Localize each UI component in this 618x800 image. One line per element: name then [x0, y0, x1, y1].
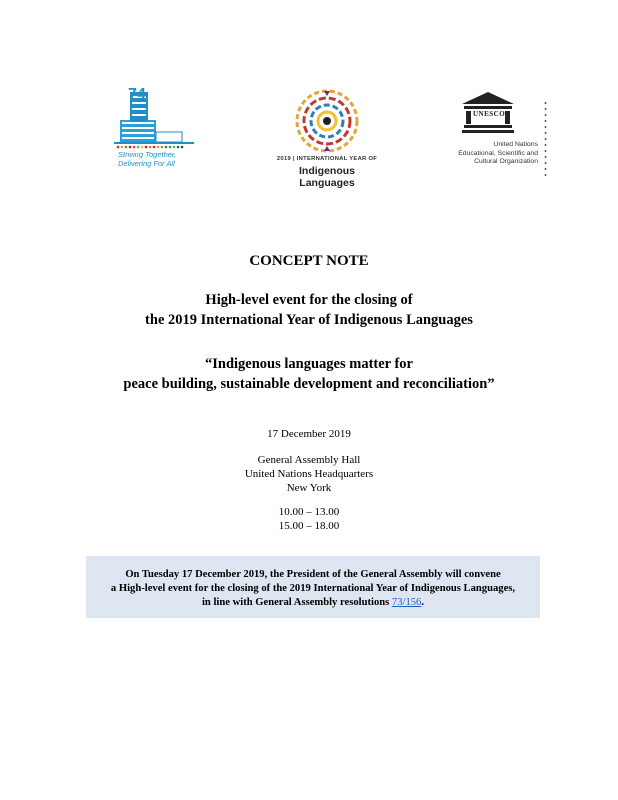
- un74-number: 74: [128, 86, 146, 103]
- event-date: 17 December 2019: [267, 428, 351, 440]
- unesco-org-line-1: United Nations: [493, 141, 538, 148]
- event-title: [0, 290, 618, 330]
- summary-line-3-prefix: in line with General Assembly resolutions: [201, 597, 392, 608]
- venue-city: New York: [286, 482, 332, 494]
- afternoon-session-time: 15.00 – 18.00: [278, 520, 340, 532]
- summary-line-2: a High-level event for the closing of the 2019 International Year of Indigenous Languages,: [110, 583, 516, 594]
- iyil-title: Indigenous Languages: [299, 165, 355, 189]
- unesco-org-line-2: Educational, Scientific and: [458, 149, 538, 157]
- unesco-logo: [448, 86, 558, 186]
- iyil-year-label: 2019 | INTERNATIONAL YEAR OF: [276, 156, 378, 162]
- summary-text: [86, 568, 540, 610]
- resolution-link[interactable]: 73/156: [391, 597, 422, 608]
- unesco-dotted-divider: [544, 100, 547, 180]
- event-times: [0, 505, 618, 533]
- un74-tagline-line-1: Striving Together,: [118, 150, 177, 159]
- un74-tagline: [118, 150, 208, 168]
- un74-tagline-line-2: Delivering For All: [118, 159, 175, 168]
- unesco-org-name: [448, 141, 538, 167]
- un74-logo: [108, 86, 203, 176]
- venue-building: United Nations Headquarters: [244, 468, 374, 480]
- summary-line-1: On Tuesday 17 December 2019, the President of the General Assembly will convene: [125, 569, 501, 580]
- event-title-line-2: the 2019 International Year of Indigenous Languages: [145, 312, 473, 328]
- un-building-icon: [108, 86, 203, 150]
- summary-line-3: [86, 596, 540, 610]
- iyil-emblem-icon: [270, 86, 384, 154]
- venue-hall: General Assembly Hall: [257, 454, 361, 466]
- unesco-org-line-3: Cultural Organization: [474, 158, 538, 165]
- event-theme: [0, 354, 618, 394]
- event-theme-line-1: “Indigenous languages matter for: [205, 356, 413, 372]
- summary-box: [86, 556, 540, 618]
- event-theme-line-2: peace building, sustainable development and reconciliation”: [123, 376, 495, 392]
- iyil-logo: [270, 86, 390, 189]
- document-type-heading: CONCEPT NOTE: [249, 253, 369, 269]
- event-title-line-1: High-level event for the closing of: [205, 292, 413, 308]
- unesco-wordmark: UNESCO: [473, 110, 506, 118]
- summary-line-3-suffix: .: [421, 597, 424, 608]
- morning-session-time: 10.00 – 13.00: [278, 506, 340, 518]
- event-venue: [0, 453, 618, 495]
